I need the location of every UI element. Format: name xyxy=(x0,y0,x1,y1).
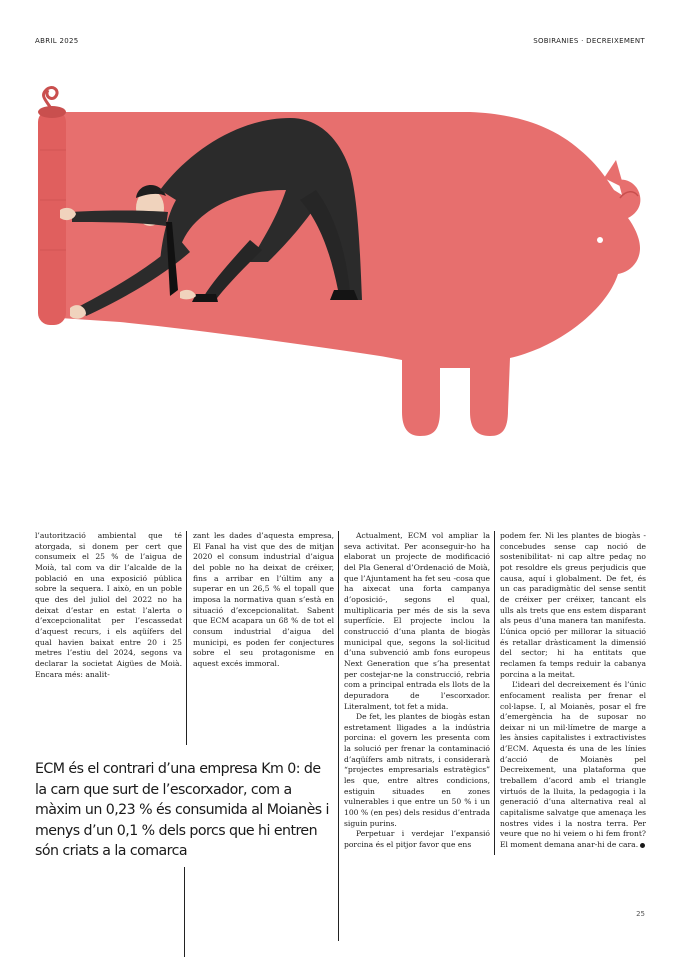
paragraph: Perpetuar i verdejar l’expansió porcina és el pitjor favor que ens xyxy=(344,829,490,850)
article-column-3 xyxy=(344,531,490,851)
pull-quote: ECM és el contrari d’una empresa Km 0: de la carn que surt de l’escorxador, com a màxim un 0,23 % és consumida al Moianès i menys d’un 0,1 % dels porcs que hi entren són criats a la comarca xyxy=(35,761,329,859)
article-column-1 xyxy=(35,531,182,680)
column-divider xyxy=(184,867,185,957)
paragraph: l’autorització ambiental que té atorgada, si donem per cert que consumeix el 25 % de l’aigua de Moià, tal com va dir l’alcalde de la població en una exposició pública sobre la sequera. I això, en un poble que des del juliol del 2022 no ha deixat d’estar en estat l’alerta o d’excepcionalitat per l’escassedat d’aquest recurs, i els aqüífers del qual havien baixat entre 20 i 25 metres l’estiu del 2024, segons va declarar la societat Aigües de Moià. Encara més: analit- xyxy=(35,531,182,679)
paragraph: podem fer. Ni les plantes de biogàs -concebudes sense cap noció de sostenibilitat- ni cap altre pedaç no pot resoldre els greus perjudicis que causa, aquí i globalment. De fet, és un cas paradigmàtic del sense sentit de créixer per créixer, tancant els ulls als trets que ens estem disparant als peus d’una manera tan manifesta. L’única opció per millorar la situació és retallar dràsticament la dimensió del sector; hi ha entitats que reclamen fa temps reduir la cabanya porcina a la meitat. xyxy=(500,531,646,679)
column-divider xyxy=(494,531,495,855)
pig-eye xyxy=(597,237,603,243)
column-divider xyxy=(186,531,187,745)
paragraph: zant les dades d’aquesta empresa, El Fanal ha vist que des de mitjan 2020 el consum industrial d’aigua del poble no ha deixat de créixer, fins a arribar en l’últim any a superar en un 26,5 % el topall que imposa la normativa quan s’està en situació d’excepcionalitat. Sabent que ECM acapara un 68 % de tot el consum industrial d’aigua del municipi, es poden fer conjectures sobre el seu protagonisme en aquest excés immoral. xyxy=(193,531,334,668)
pig-carpet-illustration xyxy=(0,60,680,450)
article-column-4 xyxy=(500,531,646,851)
page-number: 25 xyxy=(636,910,645,918)
column-divider xyxy=(338,531,339,941)
header-section: SOBIRANIES · DECREIXEMENT xyxy=(533,37,645,45)
header-date: ABRIL 2025 xyxy=(35,37,79,45)
article-column-2 xyxy=(193,531,334,670)
paragraph: Actualment, ECM vol ampliar la seva activitat. Per aconseguir-ho ha elaborat un projecte de modificació del Pla General d’Ordenació de Moià, que l’Ajuntament ha fet seu -cosa que ha aixecat una forta campanya d’oposició-, segons el qual, multiplicaria per més de sis la seva superfície. El projecte inclou la construcció d’una planta de biogàs municipal que, segons la sol·licitud d’una subvenció amb fons europeus Next Generation que s’ha presentat per costejar-ne la construcció, rebria com a principal entrada els llots de la depuradora de l’escorxador. Literalment, tot fet a mida. xyxy=(344,531,490,711)
end-mark-icon xyxy=(640,843,645,848)
paragraph-text: L’ideari del decreixement és l’únic enfocament realista per frenar el col·lapse. I, al Moianès, posar el fre d’emergència ha de suposar no deixar ni un mil·límetre de marge a les ànsies capitalistes i extractivistes d’ECM. Aquesta és una de les línies d’acció de Moianès pel Decreixement, una plataforma que treballem d’acord amb el triangle virtuós de la lluita, la pedagogia i la generació d’una alternativa real al capitalisme salvatge que amenaça les nostres vides i la nostra terra. Per veure que no hi veiem o hi fem front? El moment demana anar-hi de cara. xyxy=(500,680,646,850)
paragraph: De fet, les plantes de biogàs estan estretament lligades a la indústria porcina: el govern les presenta com la solució per frenar la contaminació d’aqüífers amb nitrats, i considerarà “projectes empresarials estratègics” les que, entre altres condicions, estiguin situades en zones vulnerables i que entre un 50 % i un 100 % (en pes) dels residus d’entrada siguin purins. xyxy=(344,712,490,828)
paragraph xyxy=(500,680,646,851)
